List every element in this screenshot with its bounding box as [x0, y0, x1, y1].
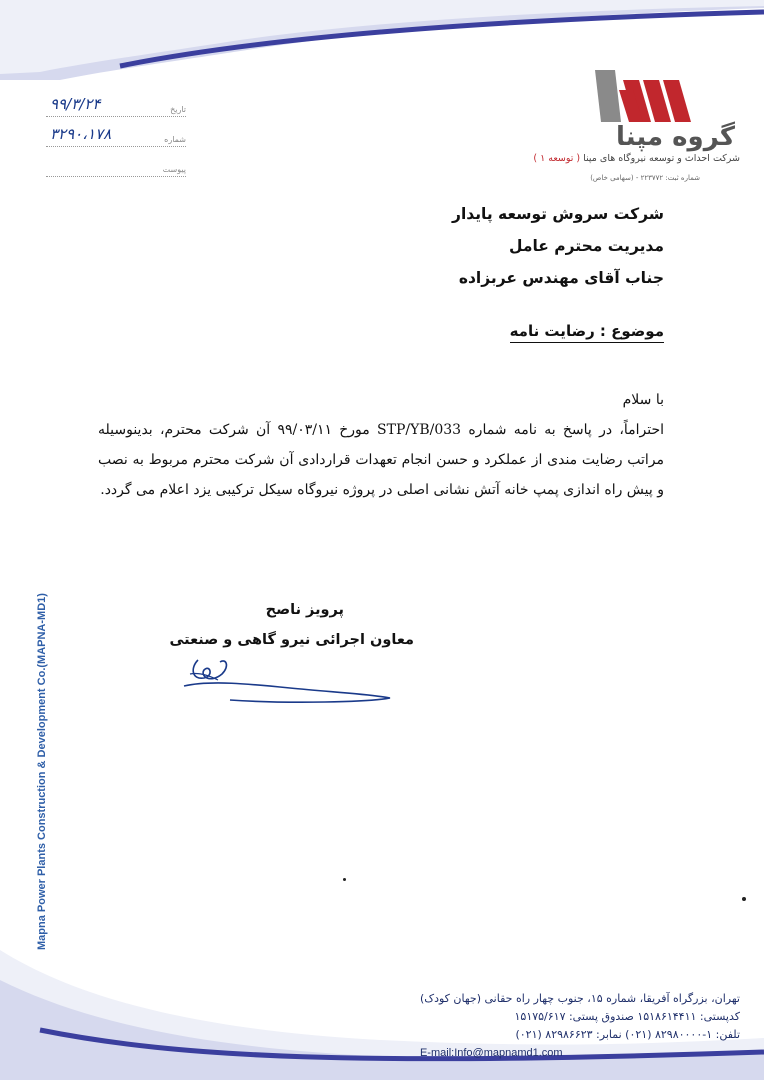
footer-postal: کدپستی: ۱۵۱۸۶۱۴۴۱۱ صندوق پستی: ۱۵۱۷۵/۶۱۷	[514, 1010, 740, 1023]
recipient-company: شرکت سروش توسعه پایدار	[452, 205, 664, 223]
company-unit: ( توسعه ۱ )	[533, 153, 581, 164]
recipient-role: مدیریت محترم عامل	[509, 237, 664, 255]
number-row	[46, 120, 186, 147]
date-value: ۹۹/۳/۲۴	[50, 95, 101, 113]
recipient-person: جناب آقای مهندس عربزاده	[458, 269, 664, 287]
signer-title: معاون اجرائی نیرو گاهی و صنعتی	[169, 632, 414, 648]
number-label: شماره	[164, 135, 186, 144]
attachment-label: پیوست	[162, 165, 186, 174]
registration-number: شماره ثبت: ۲۲۳۷۷۲ - (سهامی خاص)	[590, 174, 700, 182]
company-name: شرکت احداث و توسعه نیروگاه های مپنا	[583, 153, 740, 164]
attachment-row	[46, 150, 186, 177]
body-paragraph: احتراماً، در پاسخ به نامه شماره STP/YB/033 مورخ ۹۹/۰۳/۱۱ آن شرکت محترم، بدینوسیله مراتب رضایت مندی از عملکرد و حسن انجام تعهدات قراردادی آن شرکت محترم مربوط به نصب و پیش راه اندازی پمپ خانه آتش نشانی اصلی در پروژه نیروگاه سیکل ترکیبی یزد اعلام می گردد.	[98, 422, 664, 498]
subject-line: موضوع : رضایت نامه	[510, 322, 664, 343]
footer-address: تهران، بزرگراه آفریقا، شماره ۱۵، جنوب چهار راه حقانی (جهان کودک)	[419, 992, 740, 1005]
footer-email: E-mail:Info@mapnamd1.com	[419, 1047, 563, 1059]
company-name-line	[533, 153, 740, 164]
letter-meta	[46, 90, 186, 180]
letter-body	[98, 385, 664, 505]
scan-speck	[742, 897, 746, 901]
greeting: با سلام	[622, 392, 664, 408]
recipient-block	[452, 198, 664, 294]
mapna-logo-mark	[585, 62, 695, 122]
side-company-name: Mapna Power Plants Construction & Development Co.(MAPNA-MD1)	[36, 593, 48, 950]
date-row	[46, 90, 186, 117]
footer-contact	[420, 990, 740, 1062]
company-logo	[575, 62, 740, 187]
scan-speck	[343, 878, 346, 881]
signer-name: پرویز ناصح	[265, 602, 344, 618]
footer-phones: تلفن: ۱-۸۲۹۸۰۰۰۰ (۰۲۱) نمابر: ۸۲۹۸۶۶۲۳ (۰۲۱)	[515, 1028, 740, 1041]
handwritten-signature	[170, 640, 400, 720]
number-value: ۳۲۹۰،۱۷۸	[50, 125, 112, 143]
date-label: تاریخ	[170, 105, 186, 114]
brand-name: گروه مپنا	[616, 122, 735, 152]
